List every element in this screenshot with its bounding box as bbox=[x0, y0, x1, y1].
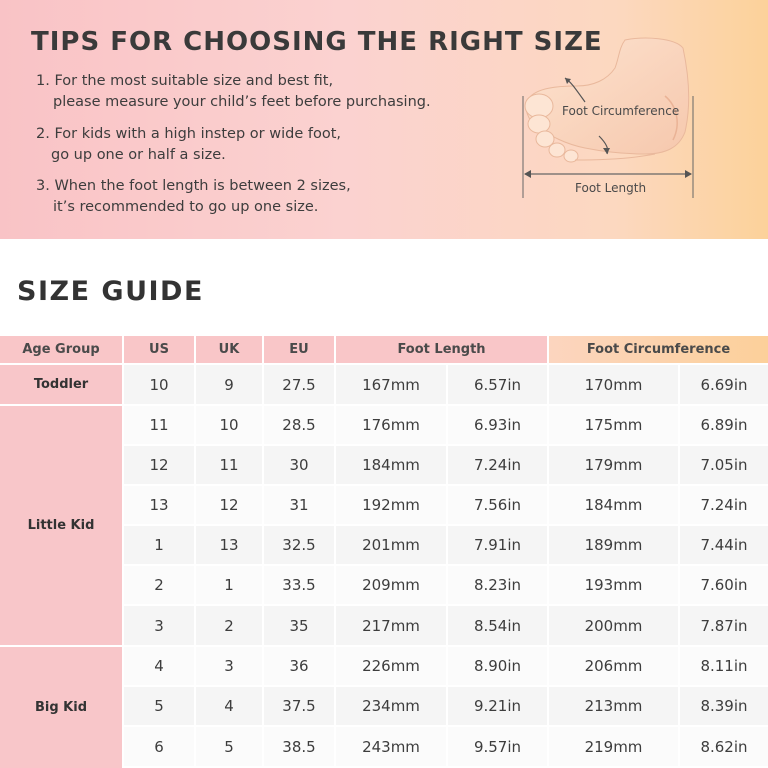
cell-circ-in: 6.69in bbox=[680, 365, 768, 406]
cell-eu: 38.5 bbox=[264, 727, 336, 768]
cell-len-mm: 167mm bbox=[336, 365, 448, 406]
cell-us: 10 bbox=[124, 365, 196, 406]
cell-us: 11 bbox=[124, 406, 196, 446]
cell-us: 2 bbox=[124, 566, 196, 606]
cell-len-in: 8.90in bbox=[448, 647, 549, 687]
cell-len-mm: 226mm bbox=[336, 647, 448, 687]
cell-eu: 36 bbox=[264, 647, 336, 687]
group-big-kid: Big Kid bbox=[0, 647, 124, 768]
header-eu: EU bbox=[264, 336, 336, 365]
cell-eu: 35 bbox=[264, 606, 336, 647]
cell-circ-in: 7.44in bbox=[680, 526, 768, 566]
cell-eu: 33.5 bbox=[264, 566, 336, 606]
cell-circ-mm: 170mm bbox=[549, 365, 680, 406]
cell-eu: 30 bbox=[264, 446, 336, 486]
cell-us: 6 bbox=[124, 727, 196, 768]
size-guide-title: SIZE GUIDE bbox=[17, 276, 204, 307]
tip-2-line-1: 2. For kids with a high instep or wide foot, bbox=[36, 126, 341, 142]
cell-uk: 5 bbox=[196, 727, 264, 768]
header-age-group: Age Group bbox=[0, 336, 124, 365]
cell-us: 13 bbox=[124, 486, 196, 526]
cell-circ-in: 7.60in bbox=[680, 566, 768, 606]
header-foot-circumference: Foot Circumference bbox=[549, 336, 768, 365]
tip-1 bbox=[36, 71, 431, 113]
cell-uk: 13 bbox=[196, 526, 264, 566]
foot-illustration-icon bbox=[515, 36, 705, 204]
foot-length-label: Foot Length bbox=[575, 181, 647, 195]
cell-len-mm: 184mm bbox=[336, 446, 448, 486]
tip-2 bbox=[36, 124, 341, 166]
tip-1-line-2: please measure your child’s feet before purchasing. bbox=[53, 94, 431, 110]
cell-len-mm: 234mm bbox=[336, 687, 448, 727]
cell-len-in: 6.57in bbox=[448, 365, 549, 406]
cell-circ-in: 7.24in bbox=[680, 486, 768, 526]
cell-circ-mm: 175mm bbox=[549, 406, 680, 446]
cell-len-in: 7.24in bbox=[448, 446, 549, 486]
cell-circ-mm: 213mm bbox=[549, 687, 680, 727]
cell-uk: 2 bbox=[196, 606, 264, 647]
cell-len-mm: 176mm bbox=[336, 406, 448, 446]
cell-circ-mm: 206mm bbox=[549, 647, 680, 687]
size-guide-table bbox=[0, 336, 768, 768]
cell-uk: 3 bbox=[196, 647, 264, 687]
cell-eu: 27.5 bbox=[264, 365, 336, 406]
cell-us: 1 bbox=[124, 526, 196, 566]
cell-eu: 31 bbox=[264, 486, 336, 526]
tip-3 bbox=[36, 176, 351, 218]
cell-len-mm: 192mm bbox=[336, 486, 448, 526]
header-us: US bbox=[124, 336, 196, 365]
group-little-kid: Little Kid bbox=[0, 406, 124, 647]
tips-title: TIPS FOR CHOOSING THE RIGHT SIZE bbox=[31, 27, 603, 57]
cell-eu: 32.5 bbox=[264, 526, 336, 566]
cell-circ-in: 8.62in bbox=[680, 727, 768, 768]
cell-eu: 37.5 bbox=[264, 687, 336, 727]
tip-3-line-1: 3. When the foot length is between 2 sizes, bbox=[36, 178, 351, 194]
cell-len-mm: 243mm bbox=[336, 727, 448, 768]
cell-us: 12 bbox=[124, 446, 196, 486]
group-toddler: Toddler bbox=[0, 365, 124, 406]
tip-1-line-1: 1. For the most suitable size and best fit, bbox=[36, 73, 334, 89]
cell-len-in: 8.54in bbox=[448, 606, 549, 647]
cell-circ-in: 8.39in bbox=[680, 687, 768, 727]
cell-len-mm: 209mm bbox=[336, 566, 448, 606]
cell-len-in: 6.93in bbox=[448, 406, 549, 446]
cell-uk: 12 bbox=[196, 486, 264, 526]
cell-uk: 9 bbox=[196, 365, 264, 406]
cell-len-in: 9.21in bbox=[448, 687, 549, 727]
cell-circ-mm: 184mm bbox=[549, 486, 680, 526]
cell-len-in: 7.56in bbox=[448, 486, 549, 526]
cell-len-in: 7.91in bbox=[448, 526, 549, 566]
cell-us: 4 bbox=[124, 647, 196, 687]
cell-uk: 1 bbox=[196, 566, 264, 606]
foot-circumference-label: Foot Circumference bbox=[562, 104, 680, 118]
tip-3-line-2: it’s recommended to go up one size. bbox=[53, 199, 319, 215]
cell-circ-in: 8.11in bbox=[680, 647, 768, 687]
cell-circ-mm: 219mm bbox=[549, 727, 680, 768]
cell-circ-mm: 179mm bbox=[549, 446, 680, 486]
header-foot-length: Foot Length bbox=[336, 336, 549, 365]
cell-circ-in: 7.05in bbox=[680, 446, 768, 486]
tips-banner bbox=[0, 0, 768, 239]
cell-circ-mm: 189mm bbox=[549, 526, 680, 566]
header-uk: UK bbox=[196, 336, 264, 365]
cell-us: 5 bbox=[124, 687, 196, 727]
cell-circ-mm: 200mm bbox=[549, 606, 680, 647]
cell-circ-in: 7.87in bbox=[680, 606, 768, 647]
cell-len-in: 9.57in bbox=[448, 727, 549, 768]
cell-circ-mm: 193mm bbox=[549, 566, 680, 606]
cell-uk: 10 bbox=[196, 406, 264, 446]
cell-circ-in: 6.89in bbox=[680, 406, 768, 446]
foot-measure-diagram bbox=[515, 36, 705, 204]
cell-uk: 4 bbox=[196, 687, 264, 727]
cell-len-in: 8.23in bbox=[448, 566, 549, 606]
tip-2-line-2: go up one or half a size. bbox=[51, 147, 226, 163]
cell-len-mm: 201mm bbox=[336, 526, 448, 566]
cell-us: 3 bbox=[124, 606, 196, 647]
cell-uk: 11 bbox=[196, 446, 264, 486]
cell-len-mm: 217mm bbox=[336, 606, 448, 647]
cell-eu: 28.5 bbox=[264, 406, 336, 446]
